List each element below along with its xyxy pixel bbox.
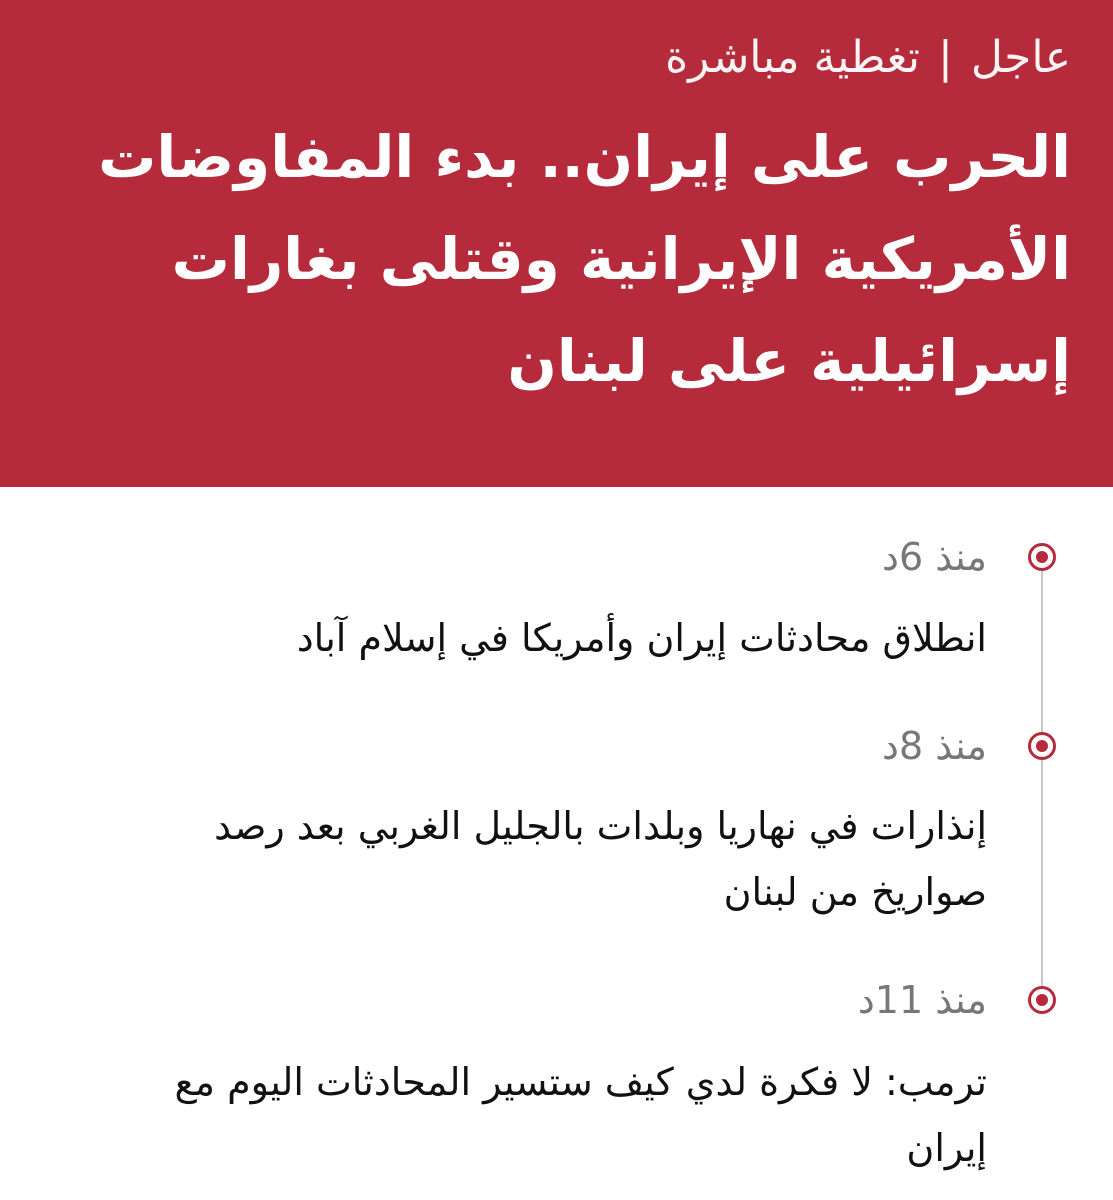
breaking-label: عاجل bbox=[970, 32, 1071, 83]
live-coverage-label: تغطية مباشرة bbox=[665, 32, 920, 83]
timeline-item-time: منذ 6د bbox=[882, 535, 987, 579]
timeline-item-text[interactable]: إنذارات في نهاريا وبلدات بالجليل الغربي بعد رصد صواريخ من لبنان bbox=[214, 804, 987, 914]
headline[interactable]: الحرب على إيران.. بدء المفاوضات الأمريكية الإيرانية وقتلى بغارات إسرائيلية على لبنان bbox=[98, 123, 1071, 395]
timeline-item-text[interactable]: انطلاق محادثات إيران وأمريكا في إسلام آباد bbox=[296, 616, 987, 660]
timeline-dot-icon bbox=[1028, 986, 1056, 1014]
timeline-item-time: منذ 8د bbox=[882, 724, 987, 768]
kicker-separator: | bbox=[937, 32, 953, 83]
timeline-item-time: منذ 11د bbox=[857, 978, 987, 1022]
timeline-dot-icon bbox=[1028, 732, 1056, 760]
live-timeline bbox=[0, 487, 1113, 1200]
timeline-dot-icon bbox=[1028, 543, 1056, 571]
timeline-line bbox=[1041, 559, 1043, 1002]
breaking-news-banner[interactable] bbox=[0, 0, 1113, 487]
kicker bbox=[40, 28, 1071, 88]
timeline-item-text[interactable]: ترمب: لا فكرة لدي كيف ستسير المحادثات اليوم مع إيران bbox=[174, 1060, 987, 1170]
